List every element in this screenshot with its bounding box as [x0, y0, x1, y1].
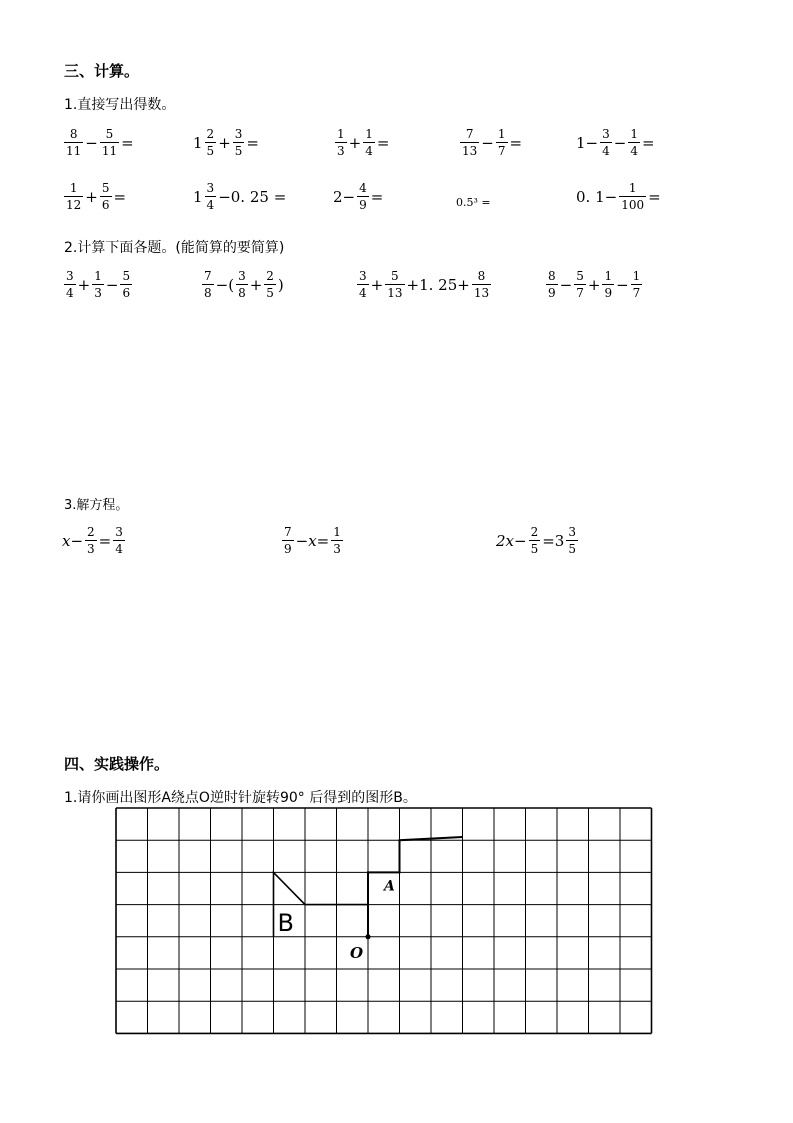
label-a: A: [384, 878, 395, 895]
q4-1-label: 1.请你画出图形A绕点O逆时针旋转90° 后得到的图形B。: [64, 790, 417, 806]
q1-label: 1.直接写出得数。: [64, 97, 176, 113]
q1-expr-5: 1− $\frac{3}{4}$ − $\frac{1}{4}$ =: [576, 127, 655, 158]
q1-expr-9: 0.5³ =: [456, 196, 491, 209]
q2-expr-1: $\frac{3}{4}$ + $\frac{1}{3}$ − $\frac{5}{6}$: [66, 269, 131, 300]
q1-expr-4: $\frac{7}{13}$ − $\frac{1}{7}$ =: [462, 127, 523, 158]
q2-expr-4: $\frac{8}{9}$ − $\frac{5}{7}$ + $\frac{1}{9}$ − $\frac{1}{7}$: [548, 269, 641, 300]
section-4-title: 四、实践操作。: [64, 755, 170, 773]
q3-expr-2: $\frac{7}{9}$ −x= $\frac{1}{3}$: [284, 525, 341, 556]
q3-expr-3: 2x− $\frac{2}{5}$ =3 $\frac{3}{5}$: [496, 525, 576, 556]
point-o: [366, 934, 371, 939]
q2-expr-3: $\frac{3}{4}$ + $\frac{5}{13}$ +1. 25+ $\frac{8}{13}$: [359, 269, 490, 300]
grid-lines: [116, 808, 652, 1033]
q1-expr-1: $\frac{8}{11}$ − $\frac{5}{11}$ =: [66, 127, 134, 158]
label-b: B: [277, 908, 294, 937]
q2-label: 2.计算下面各题。(能简算的要简算): [64, 240, 285, 256]
q3-expr-1: x− $\frac{2}{3}$ = $\frac{3}{4}$: [62, 525, 123, 556]
q1-expr-8: 2− $\frac{4}{9}$ =: [333, 181, 384, 212]
q1-expr-6: $\frac{1}{12}$ + $\frac{5}{6}$ =: [66, 181, 127, 212]
q1-expr-7: 1 $\frac{3}{4}$ −0. 25 =: [193, 181, 287, 212]
q2-expr-2: $\frac{7}{8}$ −( $\frac{3}{8}$ + $\frac{2}{5}$ ): [204, 269, 284, 300]
q1-expr-10: 0. 1− $\frac{1}{100}$ =: [576, 181, 661, 212]
section-3-title: 三、计算。: [64, 62, 140, 80]
q3-label: 3.解方程。: [64, 498, 129, 513]
label-o: O: [350, 943, 364, 962]
q1-expr-3: $\frac{1}{3}$ + $\frac{1}{4}$ =: [337, 127, 390, 158]
shape-a: [368, 837, 463, 937]
q1-expr-2: 1 $\frac{2}{5}$ + $\frac{3}{5}$ =: [193, 127, 259, 158]
